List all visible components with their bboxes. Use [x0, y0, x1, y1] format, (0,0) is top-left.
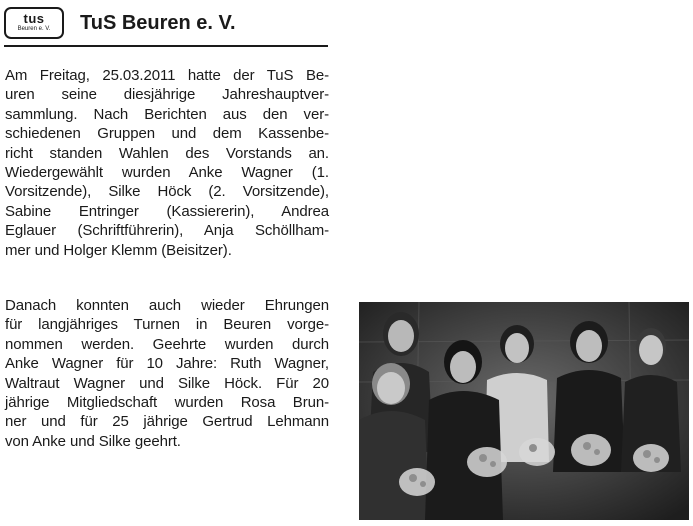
text-line: mer und Holger Klemm (Beisitzer). — [5, 241, 232, 259]
text-line: Anke Wagner für 10 Jahre: Ruth Wagner, — [5, 355, 329, 373]
page-title: TuS Beuren e. V. — [80, 12, 236, 34]
text-line: jährige Mitgliedschaft wurden Rosa Brun- — [5, 393, 329, 411]
text-line: von Anke und Silke geehrt. — [5, 432, 181, 450]
text-line: Wiedergewählt wurden Anke Wagner (1. — [5, 163, 329, 181]
club-logo — [4, 7, 64, 39]
text-line: sammlung. Nach Berichten aus den ver- — [5, 105, 329, 123]
text-line: Sabine Entringer (Kassiererin), Andrea — [5, 202, 329, 220]
text-line: schiedenen Gruppen und dem Kassenbe- — [5, 125, 329, 143]
text-line: ner und für 25 jährige Gertrud Lehmann — [5, 413, 329, 431]
group-photo-icon — [359, 302, 689, 520]
article-header — [4, 4, 328, 44]
article-paragraph-2 — [5, 296, 329, 451]
text-line: nommen werden. Geehrte wurden durch — [5, 335, 329, 353]
text-line: Waltraut Wagner und Silke Höck. Für 20 — [5, 374, 329, 392]
text-line: Eglauer (Schriftführerin), Anja Schöllham- — [5, 222, 329, 240]
text-line: für langjähriges Turnen in Beuren vorge- — [5, 316, 329, 334]
text-line: Am Freitag, 25.03.2011 hatte der TuS Be- — [5, 67, 329, 84]
logo-main-text: tus — [23, 11, 45, 26]
text-line: Danach konnten auch wieder Ehrungen — [5, 297, 329, 314]
header-divider — [4, 45, 328, 47]
article-paragraph-1 — [5, 66, 329, 260]
logo-sub-text: Beuren e. V. — [17, 26, 51, 32]
group-photo — [359, 302, 689, 520]
text-line: uren seine diesjährige Jahreshauptver- — [5, 86, 329, 104]
text-line: Vorsitzende), Silke Höck (2. Vorsitzende), — [5, 183, 329, 201]
text-line: richt standen Wahlen des Vorstands an. — [5, 144, 329, 162]
